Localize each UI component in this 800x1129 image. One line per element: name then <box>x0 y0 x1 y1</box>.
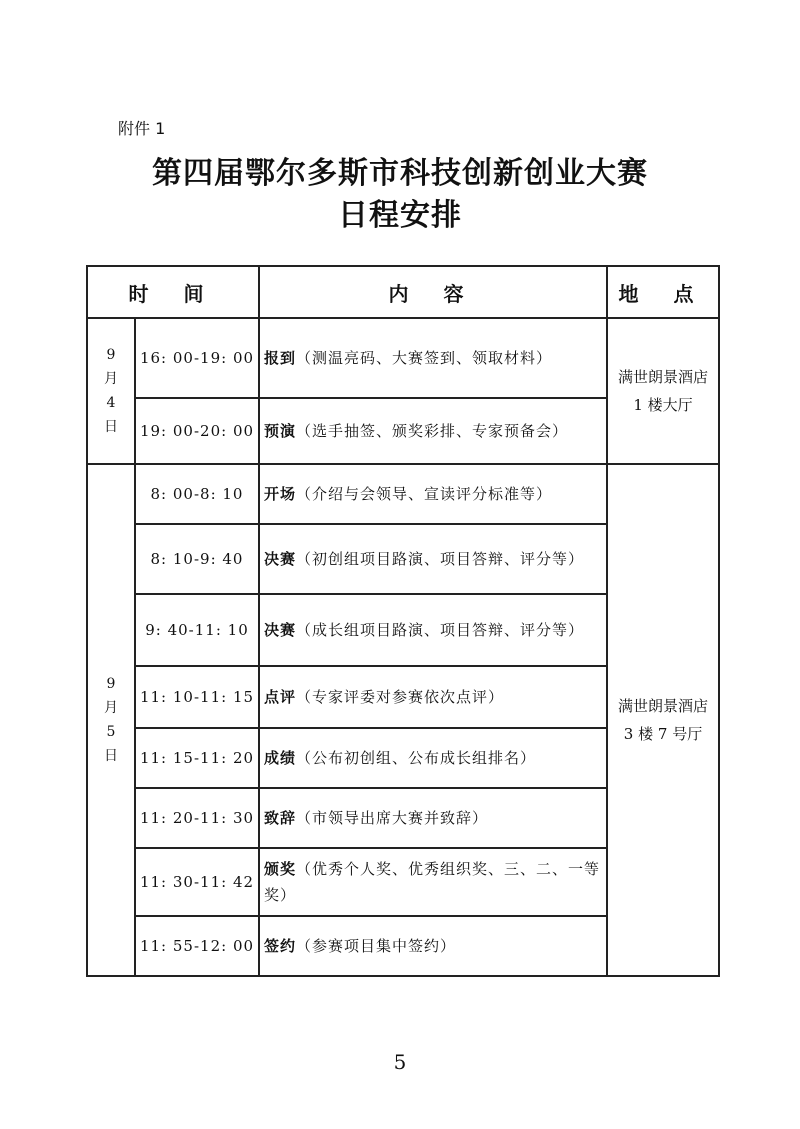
row-time: 11: 20-11: 30 <box>139 809 255 827</box>
row-content: 开场（介绍与会领导、宣读评分标准等） <box>264 485 553 503</box>
row-time: 8: 00-8: 10 <box>150 485 244 503</box>
date-sept-5: 9 月 5 日 <box>104 676 118 764</box>
row-content: 决赛（成长组项目路演、项目答辩、评分等） <box>264 621 585 639</box>
header-place: 地 点 <box>618 281 708 306</box>
row-content: 颁奖（优秀个人奖、优秀组织奖、三、二、一等奖） <box>264 860 601 904</box>
row-time: 16: 00-19: 00 <box>139 349 255 367</box>
place-day2: 满世朗景酒店 3 楼 7 号厅 <box>617 697 708 743</box>
page-number: 5 <box>393 1050 407 1074</box>
row-content: 报到（测温亮码、大赛签到、领取材料） <box>264 349 553 367</box>
attachment-label: 附件 1 <box>118 119 166 138</box>
row-content: 签约（参赛项目集中签约） <box>264 937 457 955</box>
row-content: 决赛（初创组项目路演、项目答辩、评分等） <box>264 550 585 568</box>
header-content: 内 容 <box>388 281 478 306</box>
row-content: 预演（选手抽签、颁奖彩排、专家预备会） <box>264 422 569 440</box>
document-title: 第四届鄂尔多斯市科技创新创业大赛 <box>152 156 648 191</box>
row-time: 11: 15-11: 20 <box>139 749 255 767</box>
row-content: 点评（专家评委对参赛依次点评） <box>264 688 505 706</box>
row-time: 11: 30-11: 42 <box>139 873 255 891</box>
place-day1: 满世朗景酒店 1 楼大厅 <box>617 368 708 414</box>
header-time: 时 间 <box>128 281 218 306</box>
date-sept-4: 9 月 4 日 <box>104 347 118 435</box>
row-content: 成绩（公布初创组、公布成长组排名） <box>264 749 537 767</box>
document-subtitle: 日程安排 <box>338 198 462 233</box>
row-time: 19: 00-20: 00 <box>139 422 255 440</box>
row-time: 9: 40-11: 10 <box>145 621 249 639</box>
row-time: 11: 55-12: 00 <box>139 937 255 955</box>
schedule-table <box>86 265 720 977</box>
row-time: 11: 10-11: 15 <box>139 688 255 706</box>
row-time: 8: 10-9: 40 <box>150 550 244 568</box>
row-content: 致辞（市领导出席大赛并致辞） <box>264 809 489 827</box>
